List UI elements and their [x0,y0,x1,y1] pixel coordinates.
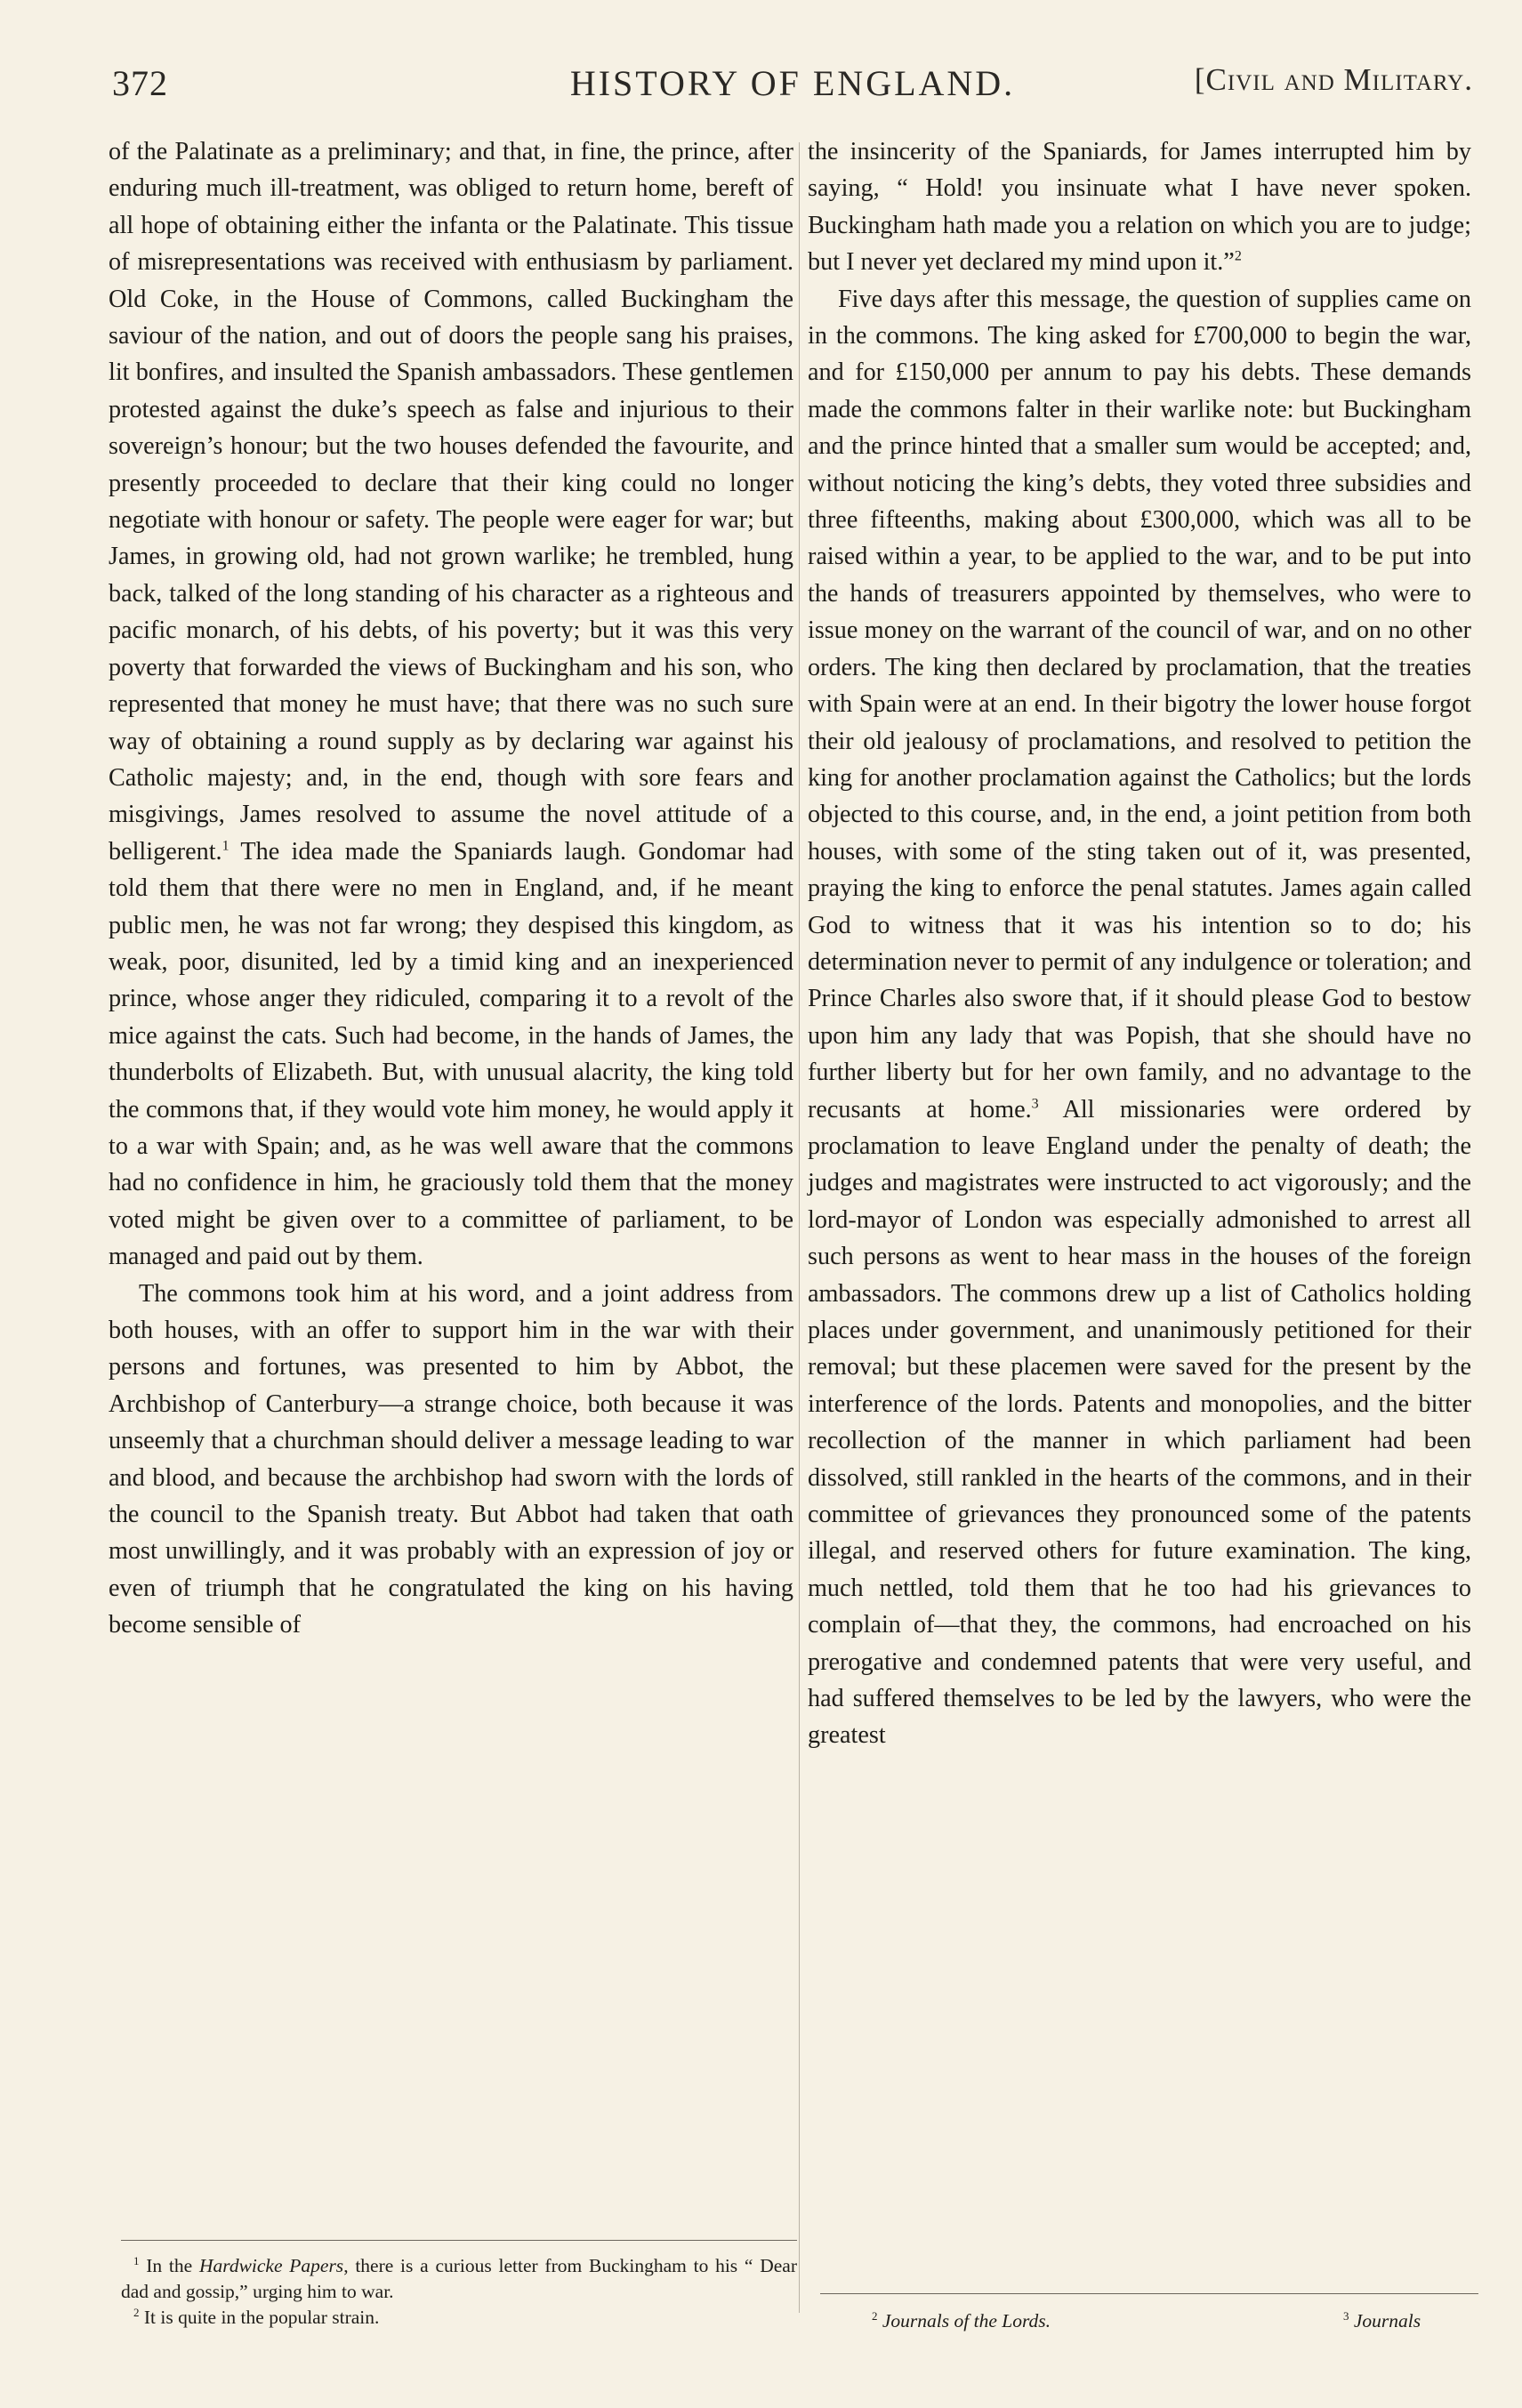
paragraph [808,281,1471,1754]
paragraph: The commons took him at his word, and a joint address from both houses, with an offer to support him in the war with their persons and fortunes, was presented to him by Abbot, the Archbishop of Canterbury—a strange choice, both because it was unseemly that a churchman should deliver a message leading to war and blood, and because the archbishop had sworn with the lords of the council to the Spanish treaty. But Abbot had taken that oath most unwillingly, and it was probably with an expression of joy or even of triumph that he congratulated the king on his having become sensible of [109,1279,793,1639]
section-label: [Civil and Military. [1194,62,1473,97]
footnotes-left [121,2240,797,2331]
footnote-number: 2 [872,2309,878,2323]
paragraph-text: The idea made the Spaniards laugh. Gondomar had told them that there were no men in England, and, if he meant public men, he was not far wrong; they despised this kingdom, as weak, poor, disunited, led by a timid king and an inexperienced prince, whose anger they ridiculed, comparing it to a revolt of the mice against the cats. Such had become, in the hands of James, the thunderbolts of Elizabeth. But, with unusual alacrity, the king told the commons that, if they would vote him money, he would apply it to a war with Spain; and, as he was well aware that the commons had no confidence in him, he graciously told them that the money voted might be given over to a committee of parliament, to be managed and paid out by them. [109,837,793,1271]
footnotes-right [820,2293,1478,2332]
footnote-number: 1 [133,2253,140,2267]
footnote-marker: 2 [1234,248,1242,264]
paragraph-text: the insincerity of the Spaniards, for James interrupted him by saying, “ Hold! you insinuate what I have never spoken. Buckingham hath made you a relation on which you are to judge; but I never yet declared my mind upon it.” [808,138,1471,277]
footnote-source: Hardwicke Papers [198,2255,344,2276]
footnote: $^3$ Journals [1343,2309,1421,2332]
running-title: HISTORY OF ENGLAND. [569,63,1016,103]
page-number: 372 [112,63,168,103]
footnote: $^2$ It is quite in the popular strain. [133,2305,380,2328]
left-column [109,133,793,1644]
footnote-number: 3 [1343,2309,1349,2323]
footnote-marker: 3 [1031,1096,1039,1112]
paragraph [109,133,793,1276]
paragraph-text: All missionaries were ordered by proclamation to leave England under the penalty of death; the judges and magistrates were instructed to act vigorously; and the lord-mayor of London was especially admonished to arrest all such persons as went to hear mass in the houses of the foreign ambassadors. The commons drew up a list of Catholics holding places under government, and unanimously petitioned for their removal; but these placemen were saved for the present by the interference of the lords. Patents and monopolies, and the bitter recollection of the manner in which parliament had been dissolved, still rankled in the hearts of the commons, and in their committee of grievances they pronounced some of the patents illegal, and reserved others for future examination. The king, much nettled, told them that he too had his grievances to complain of—that they, the commons, had encroached on his prerogative and condemned patents that were very useful, and had suffered themselves to be led by the lawyers, who were the greatest [808,1095,1472,1750]
paragraph-text: of the Palatinate as a preliminary; and that, in fine, the prince, after enduring much ill-treatment, was obliged to return home, bereft of all hope of obtaining either the infanta or the Palatinate. This tissue of misrepresentations was received with enthusiasm by parliament. Old Coke, in the House of Commons, called Buckingham the saviour of the nation, and out of doors the people sang his praises, lit bonfires, and insulted the Spanish ambassadors. These gentlemen protested against the duke’s speech as false and injurious to their sovereign’s honour; but the two houses defended the favourite, and presently proceeded to declare that their king could no longer negotiate with honour or safety. The people were eager for war; but James, in growing old, had not grown warlike; he trembled, hung back, talked of the long standing of his character as a righteous and pacific monarch, of his debts, of his poverty; but it was this very poverty that forwarded the views of Buckingham and his son, who represented that money he must have; that there was no such sure way of obtaining a round supply as by declaring war against his Catholic majesty; and, in the end, though with sore fears and misgivings, James resolved to assume the novel attitude of a belligerent. [109,138,793,866]
footnote-marker: 1 [221,838,230,854]
footnote: $^1$ In the Hardwicke Papers, there is a curious letter from Buckingham to his “ Dear dad and gossip,” urging him to war. [121,2253,798,2302]
running-head [112,62,1473,116]
footnote: $^2$ Journals of the Lords. [872,2309,1051,2332]
column-divider [799,142,800,2313]
right-column [808,133,1471,1754]
paragraph [808,133,1471,281]
footnote-number: 2 [133,2305,140,2319]
paragraph-text: Five days after this message, the question of supplies came on in the commons. The king asked for £700,000 to begin the war, and for £150,000 per annum to pay his debts. These demands made the commons falter in their warlike note: but Buckingham and the prince hinted that a smaller sum would be accepted; and, without noticing the king’s debts, they voted three subsidies and three fifteenths, making about £300,000, which was all to be raised within a year, to be applied to the war, and to be put into the hands of treasurers appointed by themselves, who were to issue money on the warrant of the council of war, and on no other orders. The king then declared by proclamation, that the treaties with Spain were at an end. In their bigotry the lower house forgot their old jealousy of proclamations, and resolved to petition the king for another proclamation against the Catholics; but the lords objected to this course, and, in the end, a joint petition from both houses, with some of the sting taken out of it, was presented, praying the king to enforce the penal statutes. James again called God to witness that it was his intention so to do; his determination never to permit of any indulgence or toleration; and Prince Charles also swore that, if it should please God to bestow upon him any lady that was Popish, that she should have no further liberty but for her own family, and no advantage to the recusants at home. [808,285,1471,1123]
